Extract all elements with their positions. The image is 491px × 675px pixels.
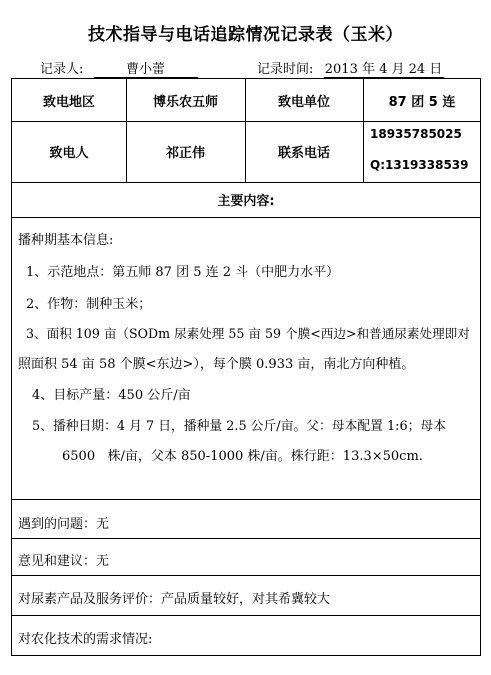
row-divider: [12, 499, 480, 500]
area-value: 博乐农五师: [152, 94, 218, 110]
content-item-2: 2、作物：制种玉米；: [26, 297, 152, 312]
caller-label: 致电人: [49, 146, 89, 161]
evaluation-row: 对尿素产品及服务评价：产品质量较好，对其希冀较大: [18, 592, 331, 607]
recorder-value: 曹小蕾: [94, 63, 198, 78]
qq-number: Q:1319338539: [370, 158, 469, 172]
row-divider: [12, 615, 480, 616]
problems-row: 遇到的问题：无: [18, 517, 110, 532]
record-time-field: [257, 58, 444, 78]
content-item-1: 1、示范地点：第五师 87 团 5 连 2 斗（中肥力水平）: [26, 265, 340, 280]
content-item-5-line-1: 5、播种日期：4 月 7 日，播种量 2.5 公斤/亩。父：母本配置 1:6；母本: [32, 419, 447, 434]
recorder-label: 记录人:: [40, 62, 84, 77]
caller-value: 祁正伟: [165, 146, 205, 161]
content-heading: 播种期基本信息:: [18, 233, 114, 248]
content-item-3-line-1: 3、面积 109 亩（SODm 尿素处理 55 亩 59 个膜<西边>和普通尿素处理即对: [26, 326, 470, 341]
content-item-3-line-2: 照面积 54 亩 58 个膜<东边>），每个膜 0.933 亩，南北方向种植。: [18, 357, 415, 372]
row-divider: [12, 575, 480, 576]
suggestions-row: 意见和建议：无: [18, 554, 110, 569]
record-time-label: 记录时间:: [257, 62, 314, 77]
content-item-5-line-2: 6500 株/亩，父本 850-1000 株/亩。株行距：13.3×50cm.: [62, 449, 423, 464]
phone-number: 18935785025: [370, 127, 462, 141]
record-table: [11, 78, 481, 656]
main-content-label: 主要内容:: [217, 194, 275, 209]
unit-value: 87 团 5 连: [388, 94, 456, 110]
row-divider: [12, 538, 480, 539]
phone-label: 联系电话: [277, 146, 330, 161]
area-label: 致电地区: [42, 94, 95, 110]
needs-row: 对农化技术的需求情况:: [18, 632, 153, 647]
row-divider: [12, 217, 480, 218]
unit-label: 致电单位: [277, 94, 330, 110]
record-time-value: 2013 年 4 月 24 日: [324, 62, 443, 77]
recorder-field: [40, 58, 198, 78]
document-title: 技术指导与电话追踪情况记录表（玉米）: [88, 25, 403, 45]
content-item-4: 4、目标产量：450 公斤/亩: [32, 388, 191, 403]
